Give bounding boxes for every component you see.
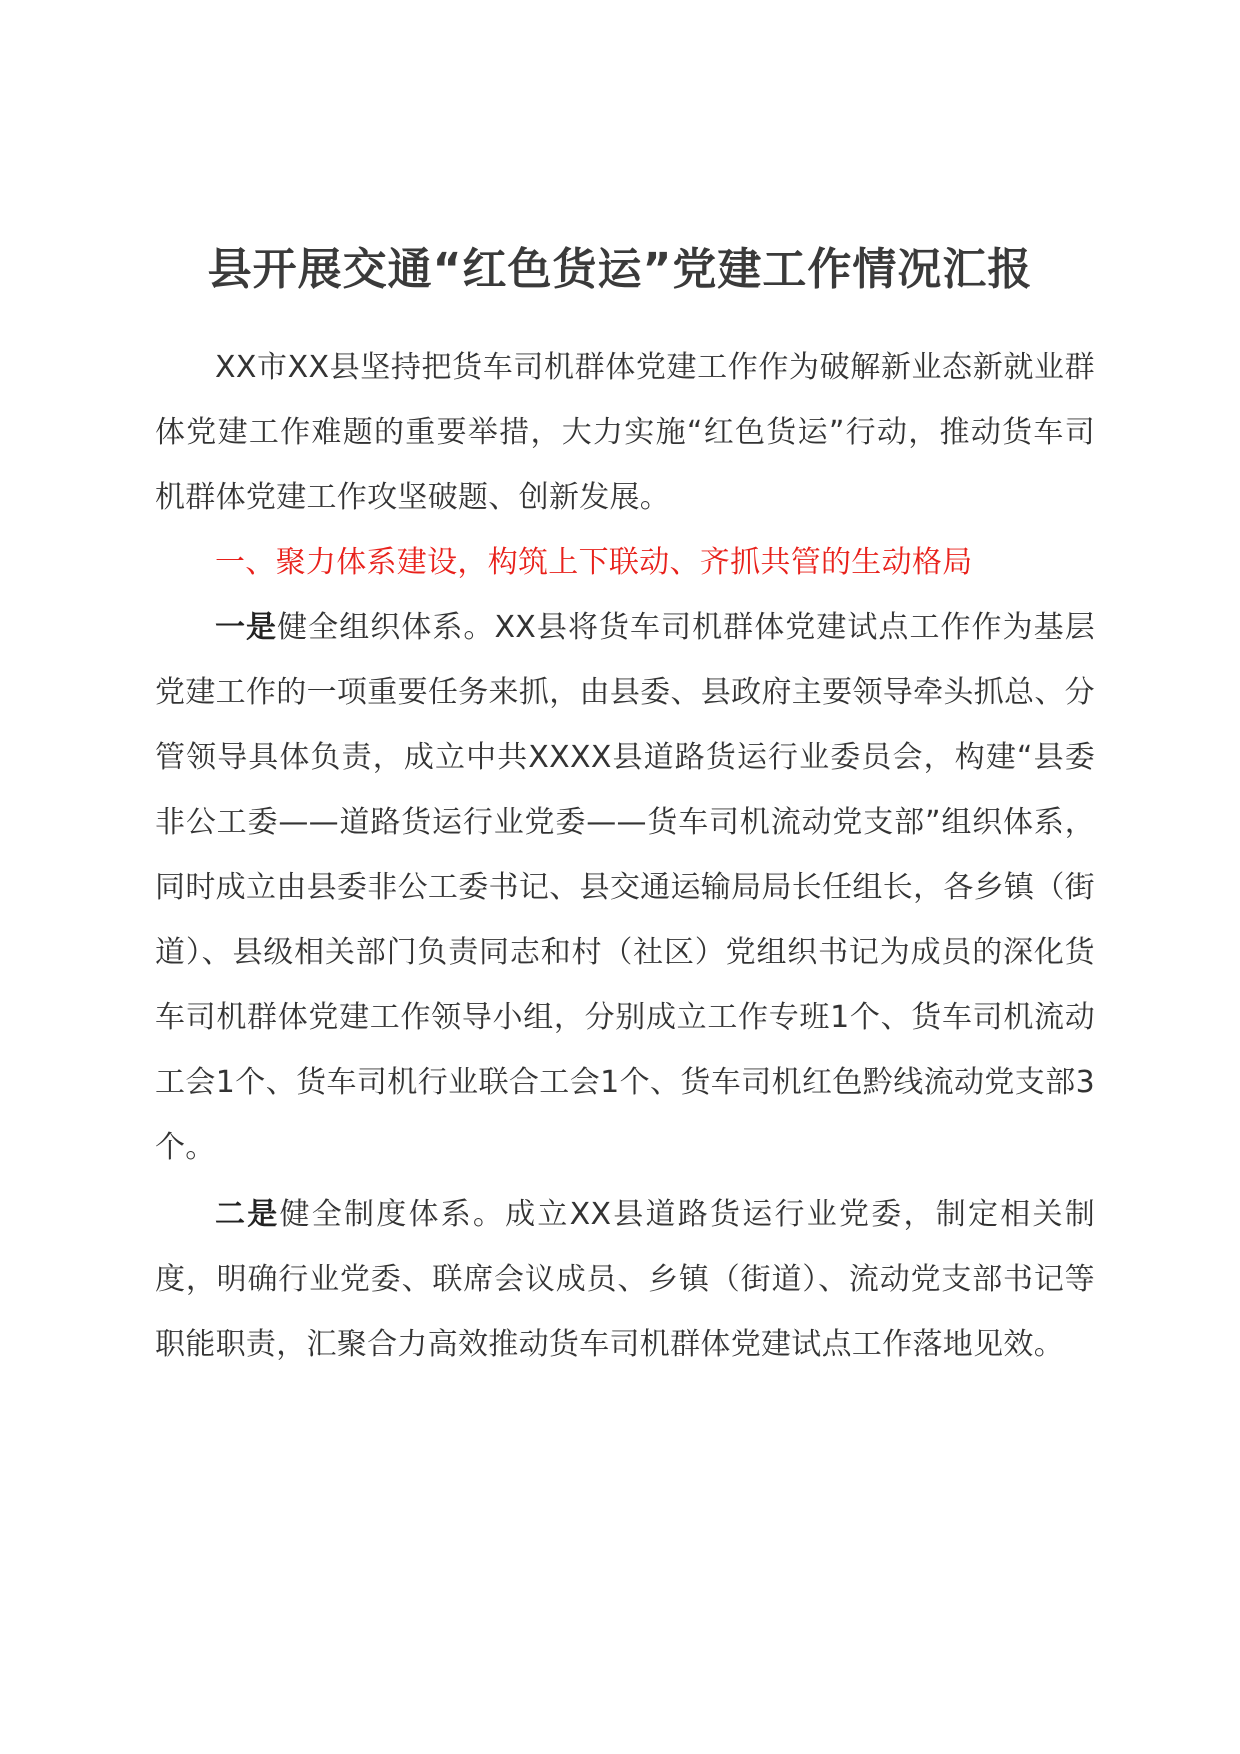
item-text-2: 健全制度体系。成立XX县道路货运行业党委，制定相关制度，明确行业党委、联席会议成员、乡镇（街道）、流动党支部书记等职能职责，汇聚合力高效推动货车司机群体党建试点工作落地见效。 xyxy=(155,1197,1095,1362)
document-title: 县开展交通“红色货运”党建工作情况汇报 xyxy=(207,244,1033,295)
section-heading: 一、聚力体系建设，构筑上下联动、齐抓共管的生动格局 xyxy=(215,545,973,580)
item-paragraph-2 xyxy=(155,1182,1095,1377)
intro-paragraph: XX市XX县坚持把货车司机群体党建工作作为破解新业态新就业群体党建工作难题的重要举措，大力实施“红色货运”行动，推动货车司机群体党建工作攻坚破题、创新发展。 xyxy=(155,350,1095,515)
item-text-1: 健全组织体系。XX县将货车司机群体党建试点工作作为基层党建工作的一项重要任务来抓，由县委、县政府主要领导牵头抓总、分管领导具体负责，成立中共XXXX县道路货运行业委员会，构建“县委非公工委——道路货运行业党委——货车司机流动党支部”组织体系，同时成立由县委非公工委书记、县交通运输局局长任组长，各乡镇（街道）、县级相关部门负责同志和村（社区）党组织书记为成员的深化货车司机群体党建工作领导小组，分别成立工作专班1个、货车司机流动工会1个、货车司机行业联合工会1个、货车司机红色黔线流动党支部3个。 xyxy=(155,610,1096,1165)
item-lead-1: 一是 xyxy=(215,610,278,645)
item-paragraph-1 xyxy=(155,595,1095,1180)
document-body xyxy=(155,335,1095,1377)
item-lead-2: 二是 xyxy=(215,1197,280,1232)
